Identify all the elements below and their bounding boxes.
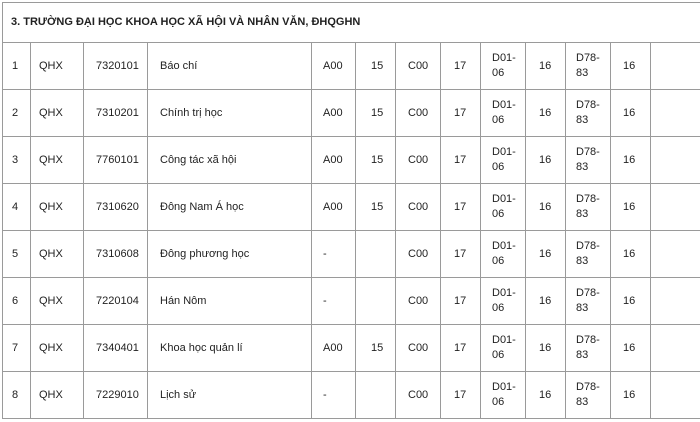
- empty-cell: [651, 231, 700, 278]
- major-name-cell: Lịch sử: [148, 372, 312, 419]
- school-code-cell: QHX: [31, 184, 84, 231]
- block-2-cell: C00: [396, 372, 441, 419]
- score-2-cell: 17: [441, 325, 481, 372]
- table-row: [3, 278, 700, 325]
- row-number-cell: 3: [3, 137, 31, 184]
- row-number-cell: 7: [3, 325, 31, 372]
- score-3-cell: 16: [526, 231, 566, 278]
- row-number-cell: 6: [3, 278, 31, 325]
- block-2-cell: C00: [396, 90, 441, 137]
- table-row: [3, 231, 700, 278]
- block-3-cell: D01-06: [481, 372, 526, 419]
- block-1-cell: A00: [312, 137, 356, 184]
- score-4-cell: 16: [611, 325, 651, 372]
- block-2-cell: C00: [396, 184, 441, 231]
- major-name-cell: Đông phương học: [148, 231, 312, 278]
- empty-cell: [651, 372, 700, 419]
- score-4-cell: 16: [611, 278, 651, 325]
- major-code-cell: 7340401: [84, 325, 148, 372]
- empty-cell: [651, 43, 700, 90]
- block-3-cell: D01-06: [481, 90, 526, 137]
- major-code-cell: 7760101: [84, 137, 148, 184]
- school-code-cell: QHX: [31, 90, 84, 137]
- table-row: [3, 43, 700, 90]
- block-2-cell: C00: [396, 325, 441, 372]
- score-1-cell: 15: [356, 184, 396, 231]
- table-row: [3, 137, 700, 184]
- score-4-cell: 16: [611, 43, 651, 90]
- major-name-cell: Báo chí: [148, 43, 312, 90]
- score-1-cell: 15: [356, 325, 396, 372]
- score-3-cell: 16: [526, 372, 566, 419]
- row-number-cell: 5: [3, 231, 31, 278]
- block-1-cell: A00: [312, 43, 356, 90]
- row-number-cell: 2: [3, 90, 31, 137]
- score-2-cell: 17: [441, 43, 481, 90]
- table-title-row: [3, 3, 700, 43]
- score-1-cell: 15: [356, 43, 396, 90]
- major-code-cell: 7229010: [84, 372, 148, 419]
- score-2-cell: 17: [441, 372, 481, 419]
- block-1-cell: A00: [312, 325, 356, 372]
- empty-cell: [651, 90, 700, 137]
- major-name-cell: Công tác xã hội: [148, 137, 312, 184]
- block-2-cell: C00: [396, 278, 441, 325]
- school-code-cell: QHX: [31, 43, 84, 90]
- score-1-cell: 15: [356, 137, 396, 184]
- major-code-cell: 7310608: [84, 231, 148, 278]
- block-1-cell: A00: [312, 184, 356, 231]
- table-title: 3. TRƯỜNG ĐẠI HỌC KHOA HỌC XÃ HỘI VÀ NHÂN VĂN, ĐHQGHN: [3, 3, 700, 43]
- table-row: [3, 90, 700, 137]
- empty-cell: [651, 325, 700, 372]
- table-row: [3, 372, 700, 419]
- major-name-cell: Hán Nôm: [148, 278, 312, 325]
- score-4-cell: 16: [611, 372, 651, 419]
- major-code-cell: 7220104: [84, 278, 148, 325]
- score-1-cell: [356, 231, 396, 278]
- score-1-cell: [356, 278, 396, 325]
- major-code-cell: 7310620: [84, 184, 148, 231]
- block-1-cell: -: [312, 278, 356, 325]
- block-2-cell: C00: [396, 137, 441, 184]
- score-4-cell: 16: [611, 184, 651, 231]
- admission-table-body: [3, 3, 700, 419]
- major-name-cell: Khoa học quản lí: [148, 325, 312, 372]
- table-row: [3, 184, 700, 231]
- block-4-cell: D78-83: [566, 325, 611, 372]
- block-4-cell: D78-83: [566, 43, 611, 90]
- score-3-cell: 16: [526, 325, 566, 372]
- score-2-cell: 17: [441, 278, 481, 325]
- block-2-cell: C00: [396, 231, 441, 278]
- empty-cell: [651, 137, 700, 184]
- block-1-cell: -: [312, 372, 356, 419]
- row-number-cell: 1: [3, 43, 31, 90]
- block-4-cell: D78-83: [566, 278, 611, 325]
- score-2-cell: 17: [441, 231, 481, 278]
- score-3-cell: 16: [526, 43, 566, 90]
- score-3-cell: 16: [526, 278, 566, 325]
- school-code-cell: QHX: [31, 231, 84, 278]
- admission-table: [2, 2, 700, 419]
- block-4-cell: D78-83: [566, 90, 611, 137]
- score-3-cell: 16: [526, 184, 566, 231]
- major-name-cell: Đông Nam Á học: [148, 184, 312, 231]
- major-name-cell: Chính trị học: [148, 90, 312, 137]
- block-4-cell: D78-83: [566, 184, 611, 231]
- block-4-cell: D78-83: [566, 372, 611, 419]
- score-3-cell: 16: [526, 90, 566, 137]
- block-3-cell: D01-06: [481, 184, 526, 231]
- major-code-cell: 7320101: [84, 43, 148, 90]
- block-3-cell: D01-06: [481, 325, 526, 372]
- score-3-cell: 16: [526, 137, 566, 184]
- score-2-cell: 17: [441, 90, 481, 137]
- block-2-cell: C00: [396, 43, 441, 90]
- block-1-cell: A00: [312, 90, 356, 137]
- score-1-cell: [356, 372, 396, 419]
- block-3-cell: D01-06: [481, 43, 526, 90]
- empty-cell: [651, 184, 700, 231]
- school-code-cell: QHX: [31, 325, 84, 372]
- block-1-cell: -: [312, 231, 356, 278]
- school-code-cell: QHX: [31, 278, 84, 325]
- school-code-cell: QHX: [31, 372, 84, 419]
- row-number-cell: 4: [3, 184, 31, 231]
- score-2-cell: 17: [441, 137, 481, 184]
- score-4-cell: 16: [611, 231, 651, 278]
- table-row: [3, 325, 700, 372]
- empty-cell: [651, 278, 700, 325]
- block-4-cell: D78-83: [566, 231, 611, 278]
- row-number-cell: 8: [3, 372, 31, 419]
- block-3-cell: D01-06: [481, 231, 526, 278]
- block-3-cell: D01-06: [481, 137, 526, 184]
- score-1-cell: 15: [356, 90, 396, 137]
- score-4-cell: 16: [611, 90, 651, 137]
- block-3-cell: D01-06: [481, 278, 526, 325]
- score-4-cell: 16: [611, 137, 651, 184]
- block-4-cell: D78-83: [566, 137, 611, 184]
- school-code-cell: QHX: [31, 137, 84, 184]
- score-2-cell: 17: [441, 184, 481, 231]
- major-code-cell: 7310201: [84, 90, 148, 137]
